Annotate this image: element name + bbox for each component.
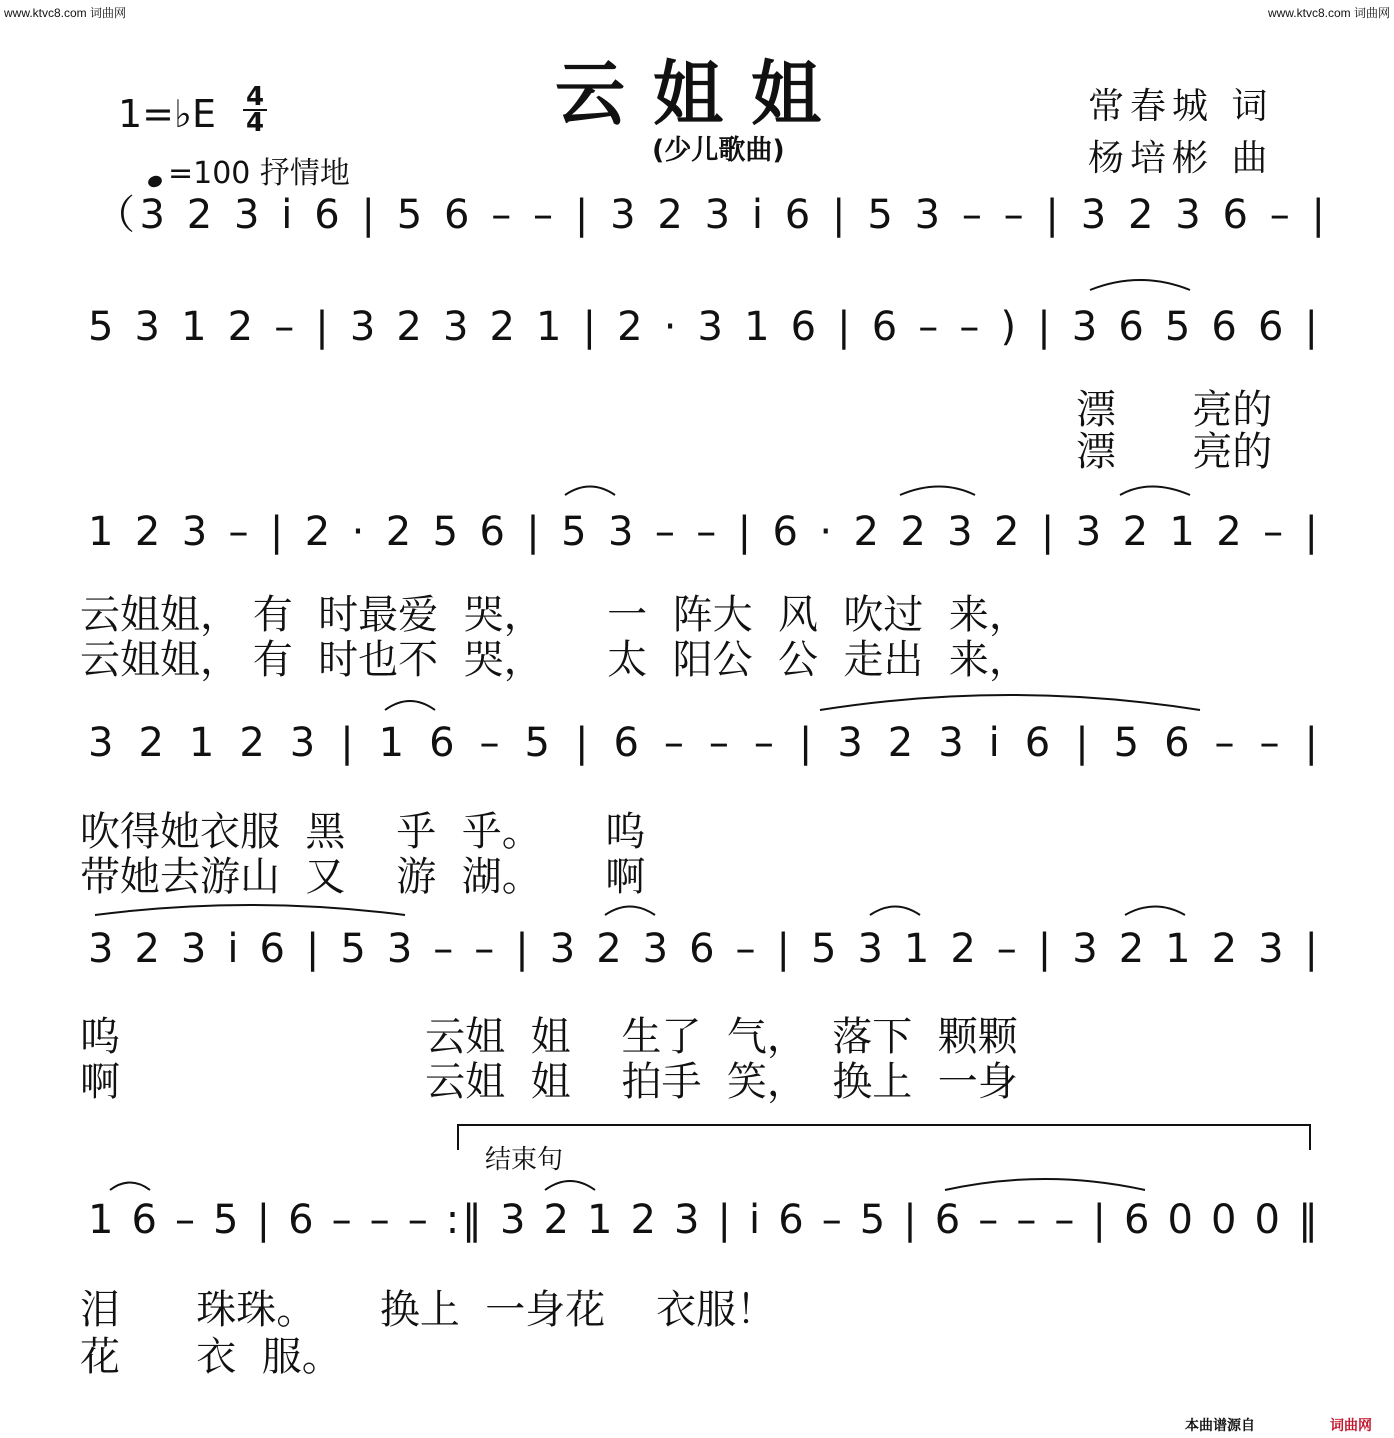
lyrics-row-6-verse-2: 花 衣 服。 [80, 1334, 342, 1380]
score-row-2: 5 3 1 2 – | 3 2 3 2 1 | 2 · 3 1 6 | 6 – – ) | 3 6 5 6 6 | [88, 304, 1318, 350]
footer-source: 本曲谱源自 [1185, 1418, 1255, 1434]
footer-brand: 词曲网 [1330, 1418, 1372, 1434]
lyrics-row-3-verse-2: 云姐姐， 有 时也不 哭， 太 阳公 公 走出 来， [80, 637, 1029, 683]
composer-credit: 杨培彬 曲 [1088, 138, 1274, 179]
lyrics-row-4-verse-1: 吹得她衣服 黑 乎 乎。 呜 [80, 809, 646, 855]
lyrics-row-1-verse-2: 漂 亮的 [1076, 429, 1273, 475]
song-subtitle: (少儿歌曲) [652, 135, 785, 166]
key-signature: 1=♭E [118, 92, 216, 136]
score-row-3: 1 2 3 – | 2 · 2 5 6 | 5 3 – – | 6 · 2 2 3 2 | 3 2 1 2 – | [88, 509, 1319, 555]
lyrics-row-6-verse-1: 泪 珠珠。 换上 一身花 衣服！ [80, 1287, 777, 1333]
lyrics-row-5-verse-1: 呜 云姐 姐 生了 气， 落下 颗颗 [80, 1014, 1018, 1060]
lyrics-row-4-verse-2: 带她去游山 又 游 湖。 啊 [80, 854, 646, 900]
watermark-left: www.ktvc8.com 词曲网 [4, 6, 127, 20]
score-row-1: （3 2 3 i 6 | 5 6 – – | 3 2 3 i 6 | 5 3 – – | 3 2 3 6 – | [95, 192, 1325, 238]
lyrics-row-5-verse-2: 啊 云姐 姐 拍手 笑， 换上 一身 [80, 1059, 1018, 1105]
song-title: 云姐姐 [555, 52, 849, 135]
ending-bracket [458, 1125, 1310, 1150]
lyrics-row-3-verse-1: 云姐姐， 有 时最爱 哭， 一 阵大 风 吹过 来， [80, 592, 1029, 638]
score-row-4: 3 2 1 2 3 | 1 6 – 5 | 6 – – – | 3 2 3 i 6 | 5 6 – – | [88, 720, 1318, 766]
tempo-marking: =100 抒情地 [148, 148, 350, 192]
lyrics-row-1-verse-1: 漂 亮的 [1076, 387, 1273, 433]
watermark-right: www.ktvc8.com 词曲网 [1267, 6, 1390, 20]
ending-label: 结束句 [485, 1145, 564, 1175]
time-signature: 4 4 [243, 86, 267, 134]
score-row-6: 1 6 – 5 | 6 – – – :‖ 3 2 1 2 3 | i 6 – 5 | 6 – – – | 6 0 0 0 ‖ [88, 1197, 1318, 1243]
score-row-5: 3 2 3 i 6 | 5 3 – – | 3 2 3 6 – | 5 3 1 2 – | 3 2 1 2 3 | [88, 926, 1318, 972]
lyricist-credit: 常春城 词 [1088, 86, 1274, 127]
